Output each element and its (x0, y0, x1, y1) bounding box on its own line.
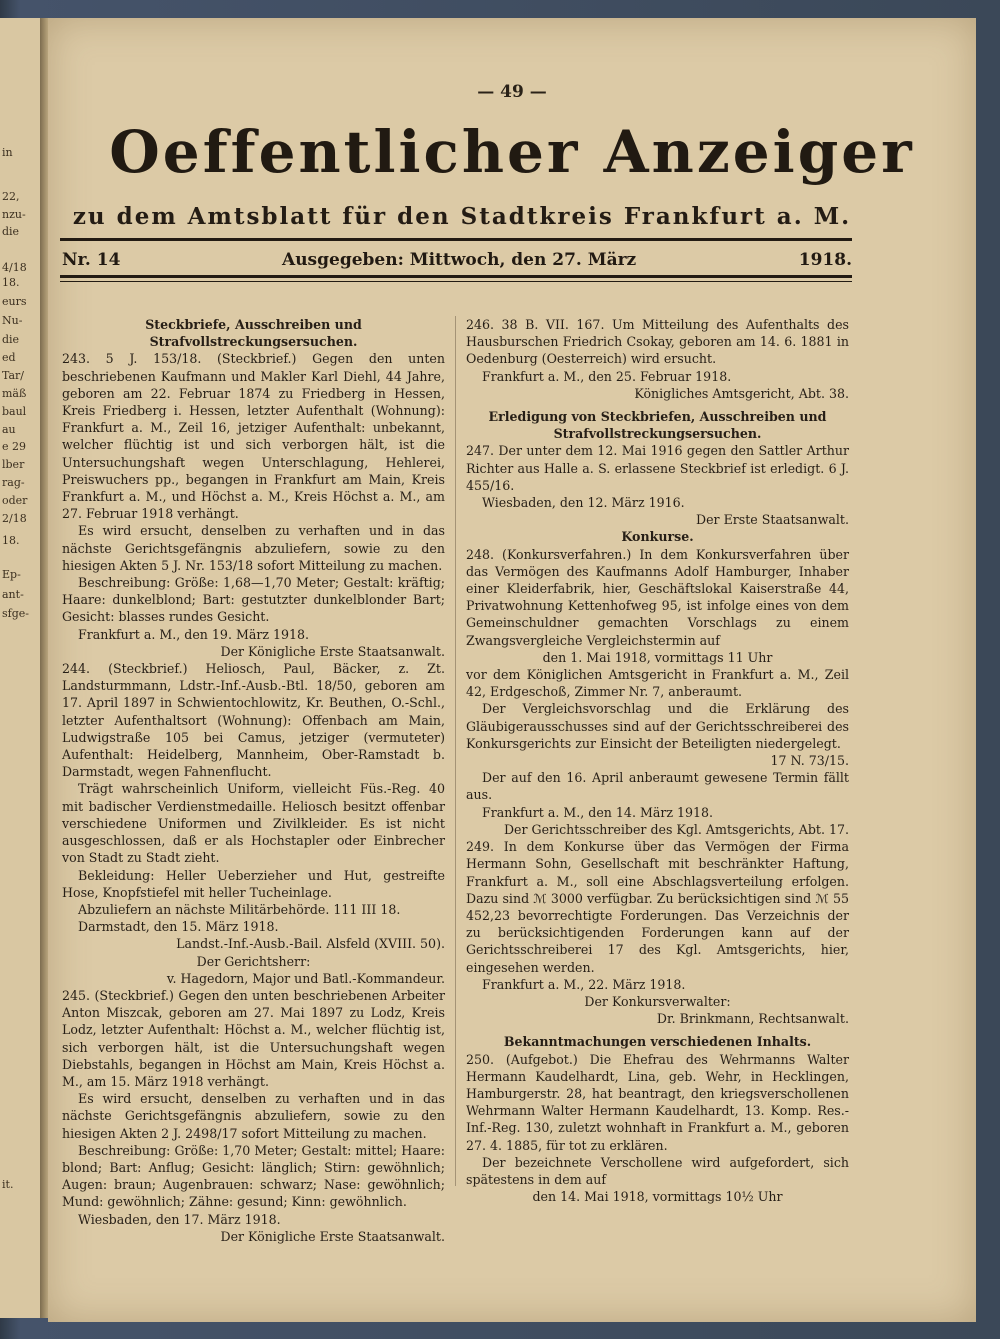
notice-249: 249. In dem Konkurse über das Vermögen der Firma Hermann Sohn, Gesellschaft mit beschränkter Haftung, Frankfurt a. M., soll eine Abschlagsverteilung erfolgen. Dazu sind ℳ 3000 verfügbar. Zu berücksichtigen sind ℳ 55 452,23 bevorrechtigte Forderungen. Das Verzeichnis der zu berücksichtigenden Forderungen kann auf der Gerichtsschreiberei 17 des Kgl. Amtsgerichts, hier, eingesehen werden. (466, 839, 849, 975)
notice-247-signature: Der Erste Staatsanwalt. (696, 512, 849, 528)
adjacent-page-fragment: Nu- (2, 314, 23, 327)
notice-250: 250. (Aufgebot.) Die Ehefrau des Wehrmanns Walter Hermann Kaudelhardt, Lina, geb. Wehr, in Hecklingen, Hamburgerstr. 28, hat beantragt, den kriegsverschollenen Wehrmann Walter Hermann Kaudelhardt, 13. Komp. Res.-Inf.-Reg. 130, zuletzt wohnhaft in Frankfurt a. M., geboren 27. 4. 1885, für tot zu erklären. (466, 1051, 849, 1153)
notice-245-place: Wiesbaden, den 17. März 1918. (78, 1211, 281, 1227)
notice-245: 245. (Steckbrief.) Gegen den unten beschriebenen Arbeiter Anton Miszcak, geboren am 27. Mai 1897 zu Lodz, Kreis Lodz, letzter Aufenthalt: Höchst a. M., welcher flüchtig ist, sich verborgen hält, ist die Untersuchungshaft wegen Diebstahls, begangen in Höchst am Main, Kreis Höchst a. M., am 15. März 1918 verhängt. (62, 987, 445, 1089)
adjacent-page-fragment: 18. (2, 534, 20, 547)
adjacent-page-fragment: rag- (2, 476, 25, 489)
notice-248-place: Frankfurt a. M., den 14. März 1918. (482, 804, 714, 820)
newspaper-page (48, 18, 976, 1322)
notice-248-venue: vor dem Königlichen Amtsgericht in Frankfurt a. M., Zeil 42, Erdgeschoß, Zimmer Nr. 7, anberaumt. (466, 667, 849, 700)
notice-246-signature: Königliches Amtsgericht, Abt. 38. (634, 385, 849, 401)
notice-248-date: den 1. Mai 1918, vormittags 11 Uhr (542, 649, 773, 665)
notice-249-administrator: Der Konkursverwalter: (584, 993, 731, 1009)
adjacent-page-fragment: 2/18 (2, 512, 27, 525)
left-column (62, 316, 445, 1245)
adjacent-page-fragment: 22, (2, 190, 20, 203)
notice-244-details: Trägt wahrscheinlich Uniform, vielleicht Füs.-Reg. 40 mit badischer Verdienstmedaille. Heliosch besitzt offenbar verschiedene Uniformen und Zivilkleider. Es ist nicht ausgeschlossen, daß er als Hochstapler oder Einbrecher von Stadt zu Stadt zieht. (62, 781, 445, 866)
notice-243-description: Beschreibung: Größe: 1,68—1,70 Meter; Gestalt: kräftig; Haare: dunkelblond; Bart: gestutzter dunkelblonder Bart; Gesicht: blasses rundes Gesicht. (62, 575, 445, 625)
notice-249-signature: Dr. Brinkmann, Rechtsanwalt. (656, 1011, 849, 1027)
notice-244-delivery: Abzuliefern an nächste Militärbehörde. 111 III 18. (78, 901, 401, 917)
notice-244-place: Darmstadt, den 15. März 1918. (78, 919, 279, 935)
adjacent-page-fragment: ed (2, 351, 16, 364)
notice-248: 248. (Konkursverfahren.) In dem Konkursverfahren über das Vermögen des Kaufmanns Adolf Hamburger, Inhaber einer Kleiderfabrik, hier, Geschäftslokal Kaiserstraße 44, Privatwohnung Kettenhofweg 95, ist infolge eines von dem Gemeinschuldner gemachten Vorschlags zu einem Zwangsvergleiche Vergleichstermin auf (466, 546, 849, 648)
notice-248-proposal: Der Vergleichsvorschlag und die Erklärung des Gläubigerausschusses sind auf der Gerichtsschreiberei des Konkursgerichts zur Einsicht der Beteiligten niedergelegt. (466, 701, 849, 751)
adjacent-page-fragment: 4/18 (2, 261, 27, 274)
adjacent-page-fragment: 18. (2, 276, 20, 289)
section-heading-erledigung: Erledigung von Steckbriefen, Ausschreiben und Strafvollstreckungsersuchen. (488, 409, 827, 442)
page-number: — 49 — (477, 82, 547, 102)
header-rule-top (60, 238, 852, 241)
column-divider (455, 316, 456, 1186)
issue-number: Nr. 14 (62, 250, 121, 270)
notice-243-signature: Der Königliche Erste Staatsanwalt. (220, 643, 445, 659)
header-rule-thin (60, 281, 852, 282)
adjacent-page-fragment: in (2, 146, 13, 159)
adjacent-page-fragment: au (2, 423, 16, 436)
notice-248-signature: Der Gerichtsschreiber des Kgl. Amtsgerichts, Abt. 17. (503, 821, 849, 837)
masthead-subtitle: zu dem Amtsblatt für den Stadtkreis Frankfurt a. M. (72, 203, 852, 230)
adjacent-page-fragment: oder (2, 494, 28, 507)
adjacent-page-fragment: Tar/ (2, 369, 25, 382)
notice-245-signature: Der Königliche Erste Staatsanwalt. (220, 1228, 445, 1244)
notice-245-request: Es wird ersucht, denselben zu verhaften und in das nächste Gerichtsgefängnis abzuliefern, sowie zu den hiesigen Akten 2 J. 2498/17 sofort Mitteilung zu machen. (62, 1091, 445, 1141)
right-column (466, 316, 849, 1205)
header-rule-bottom (60, 275, 852, 278)
adjacent-page-fragment: it. (2, 1178, 14, 1191)
notice-246: 246. 38 B. VII. 167. Um Mitteilung des Aufenthalts des Hausburschen Friedrich Csokay, geboren am 14. 6. 1881 in Oedenburg (Oesterreich) wird ersucht. (466, 317, 849, 367)
notice-250-summons: Der bezeichnete Verschollene wird aufgefordert, sich spätestens in dem auf (466, 1154, 849, 1187)
notice-245-description: Beschreibung: Größe: 1,70 Meter; Gestalt: mittel; Haare: blond; Bart: Anflug; Gesicht: länglich; Stirn: gewöhnlich; Augen: braun; Augenbrauen: schwarz; Nase: gewöhnlich; Mund: gewöhnlich; Zähne: gesund; Kinn: gewöhnlich. (62, 1142, 445, 1210)
issue-year: 1918. (798, 250, 852, 270)
section-heading-bekanntmachungen: Bekanntmachungen verschiedenen Inhalts. (503, 1034, 812, 1050)
adjacent-page-fragment: die (2, 333, 20, 346)
notice-243-request: Es wird ersucht, denselben zu verhaften und in das nächste Gerichtsgefängnis abzuliefern, sowie zu den hiesigen Akten 5 J. Nr. 153/18 sofort Mitteilung zu machen. (62, 523, 445, 573)
section-heading: Steckbriefe, Ausschreiben und Strafvollstreckungsersuchen. (145, 317, 362, 350)
adjacent-page-fragment: die (2, 225, 20, 238)
adjacent-page-fragment: lber (2, 458, 25, 471)
notice-248-cancel: Der auf den 16. April anberaumt gewesene Termin fällt aus. (466, 770, 849, 803)
notice-247: 247. Der unter dem 12. Mai 1916 gegen den Sattler Arthur Richter aus Halle a. S. erlassene Steckbrief ist erledigt. 6 J. 455/16. (466, 443, 849, 493)
notice-246-place: Frankfurt a. M., den 25. Februar 1918. (482, 368, 732, 384)
book-gutter (40, 18, 48, 1318)
notice-247-place: Wiesbaden, den 12. März 1916. (482, 495, 685, 511)
adjacent-page-fragment: ant- (2, 588, 24, 601)
notice-243: 243. 5 J. 153/18. (Steckbrief.) Gegen den unten beschriebenen Kaufmann und Makler Karl Diehl, 44 Jahre, geboren am 22. Februar 1874 zu Friedberg in Hessen, Kreis Friedberg i. Hessen, letzter Aufenthalt (Wohnung): Frankfurt a. M., Zeil 16, jetziger Aufenthalt: unbekannt, welcher flüchtig ist und sich verborgen hält, ist die Untersuchungshaft wegen Unterschlagung, Hehlerei, Preiswuchers pp., begangen in Frankfurt am Main, Kreis Frankfurt a. M., und Höchst a. M., Kreis Höchst a. M., am 27. Februar 1918 verhängt. (62, 351, 445, 522)
notice-243-place: Frankfurt a. M., den 19. März 1918. (78, 626, 310, 642)
notice-244-signature: v. Hagedorn, Major und Batl.-Kommandeur. (166, 970, 445, 986)
adjacent-page-edge (0, 18, 42, 1318)
notice-249-place: Frankfurt a. M., 22. März 1918. (482, 976, 686, 992)
adjacent-page-fragment: Ep- (2, 568, 21, 581)
adjacent-page-fragment: e 29 (2, 440, 27, 453)
masthead-title: Oeffentlicher Anzeiger (109, 118, 915, 186)
notice-244: 244. (Steckbrief.) Heliosch, Paul, Bäcker, z. Zt. Landsturmmann, Ldstr.-Inf.-Ausb.-Btl. 18/50, geboren am 17. April 1897 in Schwientochlowitz, Kr. Beuthen, O.-Schl., letzter Aufenthaltsort (Wohnung): Offenbach am Main, Ludwigstraße 105 bei Camus, jetziger (vermuteter) Aufenthalt: Heidelberg, Mannheim, Ober-Ramstadt b. Darmstadt, wegen Fahnenflucht. (62, 661, 445, 780)
section-heading-konkurse: Konkurse. (621, 529, 694, 545)
notice-244-clothing: Bekleidung: Heller Ueberzieher und Hut, gestreifte Hose, Knopfstiefel mit heller Tucheinlage. (62, 867, 445, 900)
adjacent-page-fragment: sfge- (2, 607, 29, 620)
adjacent-page-fragment: nzu- (2, 208, 26, 221)
notice-244-judge: Der Gerichtsherr: (196, 953, 311, 969)
adjacent-page-fragment: eurs (2, 295, 27, 308)
adjacent-page-fragment: baul (2, 405, 27, 418)
notice-244-unit: Landst.-Inf.-Ausb.-Bail. Alsfeld (XVIII. 50). (176, 936, 445, 952)
notice-248-reference: 17 N. 73/15. (770, 753, 849, 769)
notice-250-date: den 14. Mai 1918, vormittags 10½ Uhr (532, 1189, 783, 1205)
issue-date: Ausgegeben: Mittwoch, den 27. März (282, 250, 637, 270)
adjacent-page-fragment: mäß (2, 387, 27, 400)
